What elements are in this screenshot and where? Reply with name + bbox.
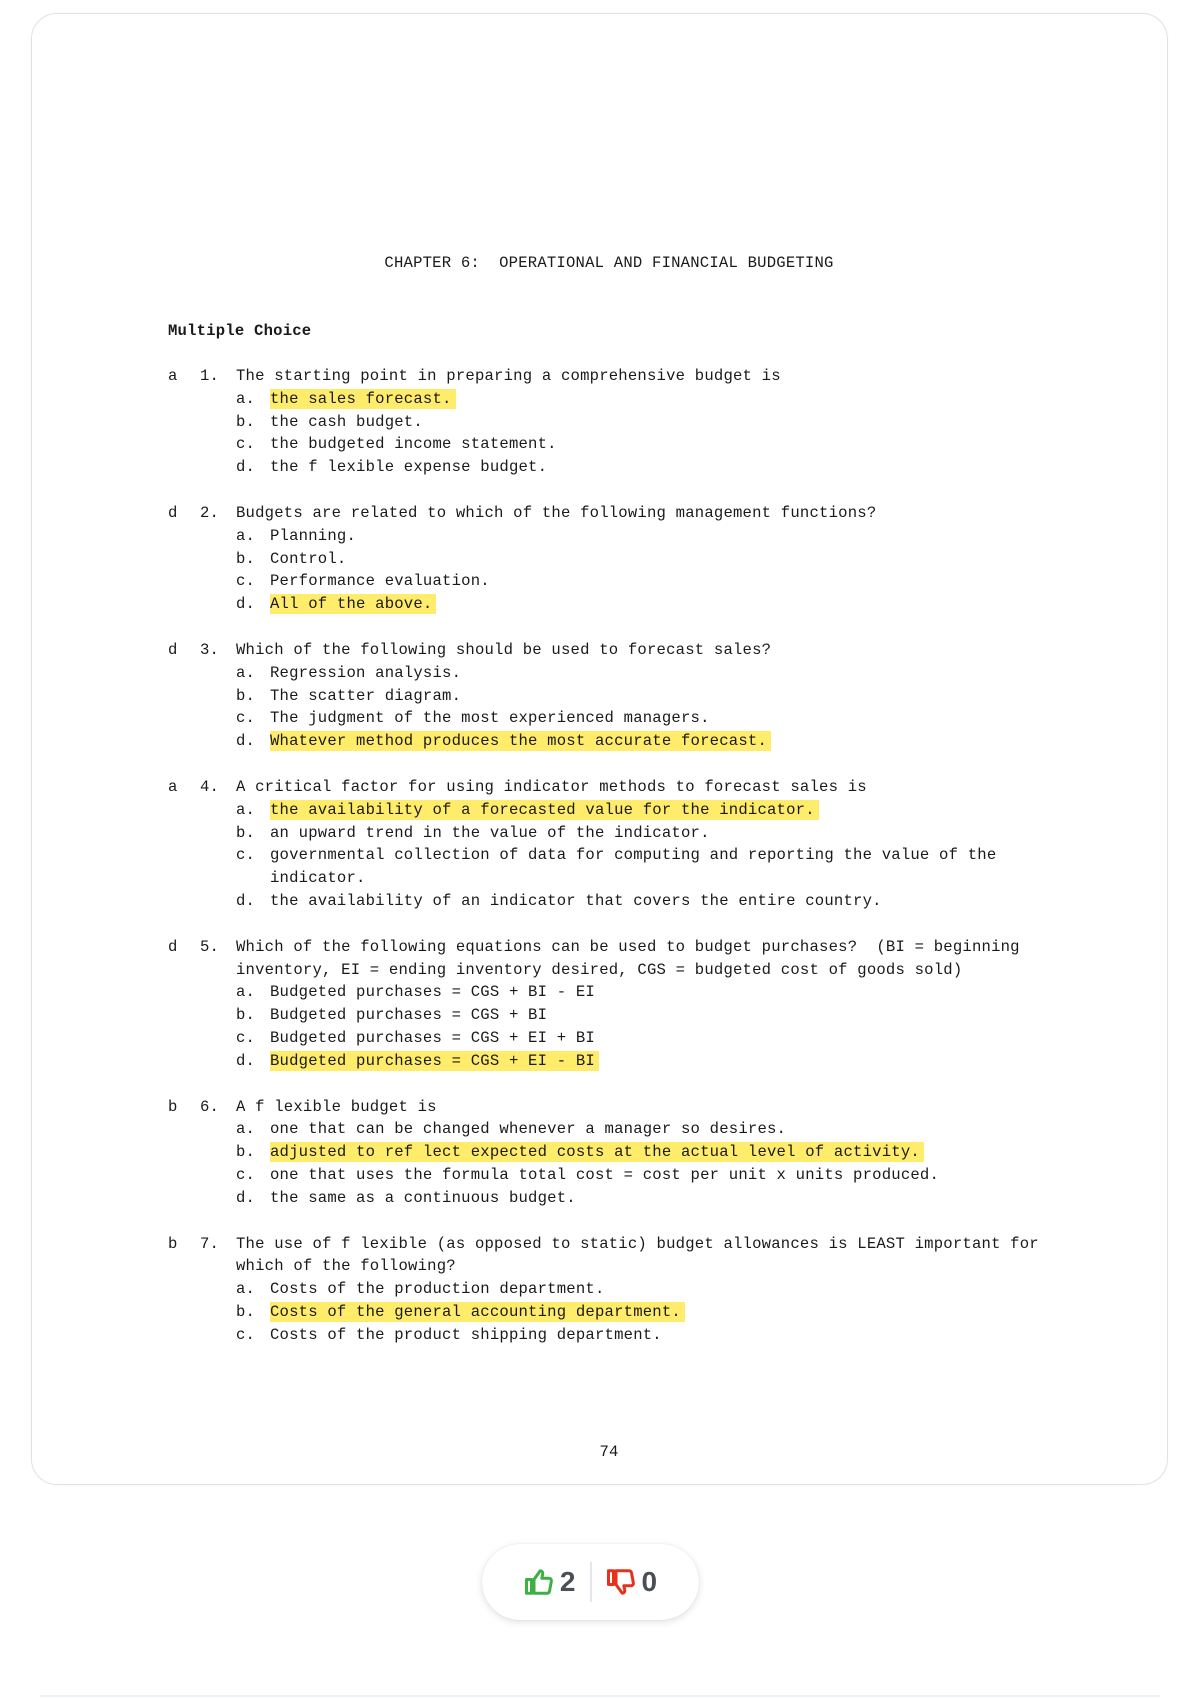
option-text-wrap: [270, 844, 1088, 890]
question-text: A critical factor for using indicator methods to forecast sales is: [236, 777, 867, 796]
option-text-wrap: [270, 525, 1088, 548]
option-text-wrap: [270, 1141, 1088, 1164]
section-heading: Multiple Choice: [168, 322, 312, 340]
option-text-wrap: [270, 570, 1088, 593]
answer-key: a: [168, 777, 178, 796]
option-item-correct: [168, 730, 1088, 753]
option-item-correct: [168, 799, 1088, 822]
option-letter: d.: [236, 595, 256, 614]
option-item: [168, 1027, 1088, 1050]
option-text-wrap: [270, 456, 1088, 479]
option-text: Budgeted purchases = CGS + EI + BI: [270, 1028, 595, 1047]
answer-key: d: [168, 937, 178, 956]
question-text: Which of the following equations can be used to budget purchases? (BI = beginning inventory, EI = ending inventory desired, CGS = budgeted cost of goods sold): [236, 937, 1030, 979]
thumbs-up-icon: [524, 1567, 554, 1597]
option-text-wrap: [270, 1027, 1088, 1050]
option-letter: c.: [236, 1165, 256, 1184]
option-text-wrap: [270, 593, 1088, 616]
answer-key: d: [168, 503, 178, 522]
question-item: [168, 365, 1088, 479]
option-letter: a.: [236, 663, 256, 682]
option-text: the f lexible expense budget.: [270, 458, 548, 477]
option-list: [168, 662, 1088, 753]
option-text-wrap: [270, 1301, 1088, 1324]
option-list: [168, 981, 1088, 1072]
question-row: [168, 936, 1088, 982]
like-count: 2: [559, 1566, 576, 1597]
option-item: [168, 844, 1088, 890]
question-text: The starting point in preparing a comprehensive budget is: [236, 367, 781, 385]
option-text: the cash budget.: [270, 412, 423, 431]
option-item-correct: [168, 388, 1088, 411]
question-row: [168, 1233, 1088, 1279]
option-text: The judgment of the most experienced managers.: [270, 709, 710, 728]
option-item: [168, 822, 1088, 845]
question-number: 6.: [200, 1097, 220, 1116]
option-letter: b.: [236, 1006, 256, 1025]
option-letter: a.: [236, 983, 256, 1002]
option-text-wrap: [270, 388, 1088, 411]
dislike-button[interactable]: [592, 1566, 672, 1598]
option-text: Performance evaluation.: [270, 572, 490, 591]
option-text: Costs of the product shipping department.: [270, 1325, 662, 1344]
page-number: 74: [599, 1443, 619, 1461]
option-item: [168, 525, 1088, 548]
option-list: [168, 1278, 1088, 1346]
section-divider: [40, 1695, 1160, 1697]
document-content: [32, 14, 1167, 1484]
question-item: [168, 639, 1088, 753]
option-item: [168, 1004, 1088, 1027]
highlighted-answer-text: Costs of the general accounting department.: [270, 1302, 685, 1322]
option-letter: a.: [236, 1120, 256, 1139]
highlighted-answer-text: the sales forecast.: [270, 389, 456, 409]
chapter-title: CHAPTER 6: OPERATIONAL AND FINANCIAL BUDGETING: [384, 254, 834, 272]
option-text: Control.: [270, 549, 347, 568]
option-letter: d.: [236, 458, 256, 477]
option-text: Regression analysis.: [270, 663, 462, 682]
question-text: Which of the following should be used to forecast sales?: [236, 640, 772, 659]
option-letter: c.: [236, 846, 256, 865]
option-letter: c.: [236, 1028, 256, 1047]
option-text-wrap: [270, 822, 1088, 845]
option-text-wrap: [270, 1187, 1088, 1210]
question-number: 1.: [200, 367, 220, 385]
option-list: [168, 525, 1088, 616]
option-text: one that can be changed whenever a manager so desires.: [270, 1120, 787, 1139]
question-number: 4.: [200, 777, 220, 796]
highlighted-answer-text: adjusted to ref lect expected costs at the actual level of activity.: [270, 1142, 924, 1162]
option-text: the budgeted income statement.: [270, 435, 557, 454]
option-item: [168, 1118, 1088, 1141]
question-text: The use of f lexible (as opposed to static) budget allowances is LEAST important for which of the following?: [236, 1234, 1049, 1276]
option-item: [168, 707, 1088, 730]
option-list: [168, 1118, 1088, 1209]
highlighted-answer-text: Whatever method produces the most accurate forecast.: [270, 731, 771, 751]
question-text: A f lexible budget is: [236, 1097, 437, 1116]
option-text: the availability of an indicator that covers the entire country.: [270, 891, 882, 910]
option-letter: b.: [236, 549, 256, 568]
option-letter: b.: [236, 1302, 256, 1321]
option-text-wrap: [270, 1164, 1088, 1187]
highlighted-answer-text: All of the above.: [270, 594, 436, 614]
option-letter: b.: [236, 412, 256, 431]
option-text-wrap: [270, 890, 1088, 913]
answer-key: b: [168, 1234, 178, 1253]
option-item: [168, 1187, 1088, 1210]
option-item: [168, 411, 1088, 434]
option-text: Costs of the production department.: [270, 1280, 605, 1299]
option-text: Budgeted purchases = CGS + BI: [270, 1006, 548, 1025]
answer-key: d: [168, 640, 178, 659]
option-item: [168, 570, 1088, 593]
question-number: 5.: [200, 937, 220, 956]
highlighted-answer-text: Budgeted purchases = CGS + EI - BI: [270, 1051, 599, 1071]
option-item: [168, 1324, 1088, 1347]
option-text: governmental collection of data for computing and reporting the value of the indicator.: [270, 846, 997, 888]
option-item-correct: [168, 1301, 1088, 1324]
question-number: 7.: [200, 1234, 220, 1253]
document-page: [31, 13, 1168, 1485]
question-list: [168, 365, 1088, 1369]
option-item: [168, 685, 1088, 708]
question-row: [168, 365, 1088, 388]
option-text: Planning.: [270, 526, 357, 545]
option-item: [168, 1278, 1088, 1301]
option-letter: b.: [236, 1143, 256, 1162]
question-number: 3.: [200, 640, 220, 659]
option-letter: d.: [236, 732, 256, 751]
option-text-wrap: [270, 1050, 1088, 1073]
option-item-correct: [168, 1141, 1088, 1164]
option-letter: b.: [236, 686, 256, 705]
option-text-wrap: [270, 707, 1088, 730]
option-letter: c.: [236, 435, 256, 454]
option-letter: c.: [236, 1325, 256, 1344]
option-item: [168, 433, 1088, 456]
option-item: [168, 1164, 1088, 1187]
option-item: [168, 981, 1088, 1004]
option-text: The scatter diagram.: [270, 686, 462, 705]
question-item: [168, 502, 1088, 616]
answer-key: a: [168, 367, 178, 385]
option-text-wrap: [270, 433, 1088, 456]
option-item-correct: [168, 593, 1088, 616]
highlighted-answer-text: the availability of a forecasted value for the indicator.: [270, 800, 819, 820]
option-text-wrap: [270, 981, 1088, 1004]
option-item: [168, 548, 1088, 571]
option-text-wrap: [270, 1324, 1088, 1347]
question-row: [168, 639, 1088, 662]
option-text-wrap: [270, 548, 1088, 571]
option-text: one that uses the formula total cost = cost per unit x units produced.: [270, 1165, 940, 1184]
option-item: [168, 456, 1088, 479]
question-row: [168, 502, 1088, 525]
option-text-wrap: [270, 662, 1088, 685]
option-letter: a.: [236, 1280, 256, 1299]
question-item: [168, 1233, 1088, 1347]
dislike-count: 0: [641, 1566, 658, 1597]
option-text: the same as a continuous budget.: [270, 1188, 576, 1207]
option-text-wrap: [270, 1118, 1088, 1141]
question-item: [168, 776, 1088, 913]
question-number: 2.: [200, 503, 220, 522]
thumbs-down-icon: [606, 1567, 636, 1597]
option-text-wrap: [270, 1278, 1088, 1301]
option-letter: c.: [236, 572, 256, 591]
option-text-wrap: [270, 411, 1088, 434]
option-letter: a.: [236, 800, 256, 819]
option-item-correct: [168, 1050, 1088, 1073]
question-row: [168, 1096, 1088, 1119]
option-text: an upward trend in the value of the indicator.: [270, 823, 710, 842]
option-text-wrap: [270, 685, 1088, 708]
option-text: Budgeted purchases = CGS + BI - EI: [270, 983, 595, 1002]
option-letter: a.: [236, 389, 256, 408]
option-letter: a.: [236, 526, 256, 545]
option-text-wrap: [270, 730, 1088, 753]
vote-bar: [482, 1544, 699, 1620]
option-letter: d.: [236, 1051, 256, 1070]
option-letter: b.: [236, 823, 256, 842]
option-item: [168, 890, 1088, 913]
option-list: [168, 799, 1088, 913]
option-letter: c.: [236, 709, 256, 728]
option-item: [168, 662, 1088, 685]
option-text-wrap: [270, 799, 1088, 822]
option-list: [168, 388, 1088, 479]
question-item: [168, 1096, 1088, 1210]
like-button[interactable]: [510, 1566, 590, 1598]
question-item: [168, 936, 1088, 1073]
answer-key: b: [168, 1097, 178, 1116]
question-text: Budgets are related to which of the following management functions?: [236, 503, 877, 522]
option-letter: d.: [236, 1188, 256, 1207]
option-letter: d.: [236, 891, 256, 910]
question-row: [168, 776, 1088, 799]
option-text-wrap: [270, 1004, 1088, 1027]
